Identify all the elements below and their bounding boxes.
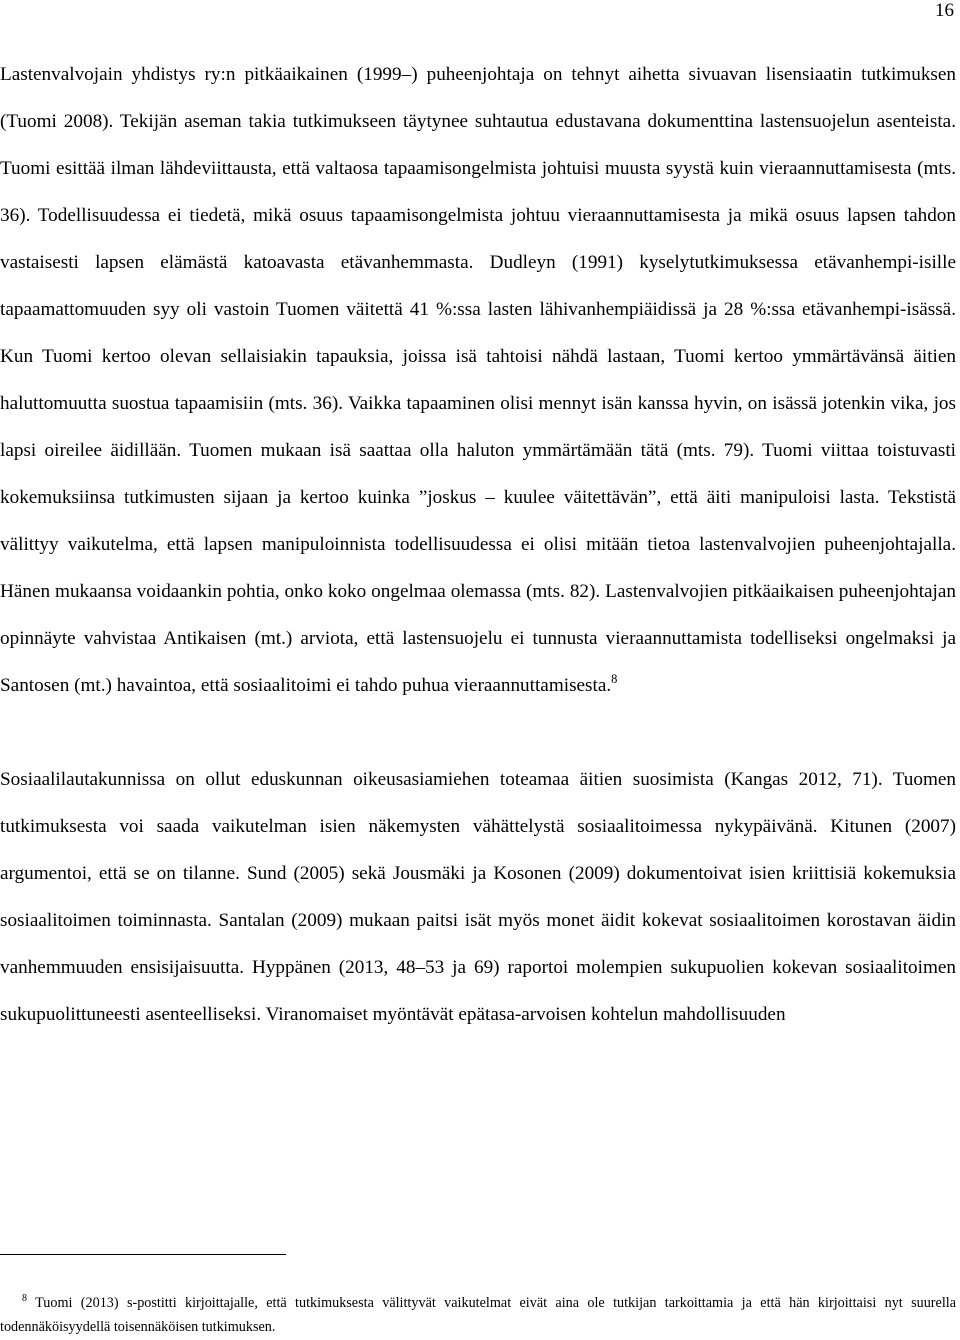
footnote-reference[interactable]: 8 [611, 672, 618, 686]
paragraph-text: Lastenvalvojain yhdistys ry:n pitkäaikainen (1999–) puheenjohtaja on tehnyt aihetta sivuavan lisensiaatin tutkimuksen (Tuomi 2008). Tekijän aseman takia tutkimukseen täytynee suhtautua edustavana dokumenttina lastensuojelun asenteista. Tuomi esittää ilman lähdeviittausta, että valtaosa tapaamisongelmista johtuisi muusta syystä kuin vieraannuttamisesta (mts. 36). Todellisuudessa ei tiedetä, mikä osuus tapaamisongelmista johtuu vieraannuttamisesta ja mikä osuus lapsen tahdon vastaisesti lapsen elämästä katoavasta etävanhemmasta. Dudleyn (1991) kyselytutkimuksessa etävanhempi-isille tapaamattomuuden syy oli vastoin Tuomen väitettä 41 %:ssa lasten lähivanhempiäidissä ja 28 %:ssa etävanhempi-isässä. Kun Tuomi kertoo olevan sellaisiakin tapauksia, joissa isä tahtoisi nähdä lastaan, Tuomi kertoo ymmärtävänsä äitien haluttomuutta suostua tapaamisiin (mts. 36). Vaikka tapaaminen olisi mennyt isän kanssa hyvin, on isässä jotenkin vika, jos lapsi oireilee äidillään. Tuomen mukaan isä saattaa olla haluton ymmärtämään tätä (mts. 79). Tuomi viittaa toistuvasti kokemuksiinsa tutkimusten sijaan ja kertoo kuinka ”joskus – kuulee väitettävän”, että äiti manipuloisi lasta. Tekstistä välittyy vaikutelma, että lapsen manipuloinnista todellisuudessa ei olisi mitään tietoa lastenvalvojien puheenjohtajalla. Hänen mukaansa voidaankin pohtia, onko koko ongelmaa olemassa (mts. 82). Lastenvalvojien pitkäaikaisen puheenjohtajan opinnäyte vahvistaa Antikaisen (mt.) arviota, että lastensuojelu ei tunnusta vieraannuttamista todelliseksi ongelmaksi ja Santosen (mt.) havaintoa, että sosiaalitoimi ei tahdo puhua vieraannuttamisesta. [0, 64, 956, 696]
footnote-divider [0, 1254, 286, 1255]
footnote [0, 1291, 956, 1339]
page-number: 16 [935, 0, 954, 21]
paragraph-text: Sosiaalilautakunnissa on ollut eduskunnan oikeusasiamiehen toteamaa äitien suosimista (Kangas 2012, 71). Tuomen tutkimuksesta voi saada vaikutelman isien näkemysten vähättelystä sosiaalitoimessa nykypäivänä. Kitunen (2007) argumentoi, että se on tilanne. Sund (2005) sekä Jousmäki ja Kosonen (2009) dokumentoivat isien kriittisiä kokemuksia sosiaalitoimen toiminnasta. Santalan (2009) mukaan paitsi isät myös monet äidit kokevat sosiaalitoimen korostavan äidin vanhemmuuden ensisijaisuutta. Hyppänen (2013, 48–53 ja 69) raportoi molempien sukupuolien kokevan sosiaalitoimen sukupuolittuneesti asenteelliseksi. Viranomaiset myöntävät epätasa-arvoisen kohtelun mahdollisuuden [0, 769, 956, 1025]
paragraph [0, 756, 956, 1038]
body-text [0, 51, 956, 1038]
footnote-mark: 8 [22, 1293, 27, 1304]
paragraph [0, 51, 956, 709]
footnote-text: Tuomi (2013) s-postitti kirjoittajalle, että tutkimuksesta välittyvät vaikutelmat eivät aina ole tutkijan tarkoittamia ja että hän kirjoittaisi nyt suurella todennäköisyydellä toisennäköisen tutkimuksen. [0, 1295, 957, 1335]
